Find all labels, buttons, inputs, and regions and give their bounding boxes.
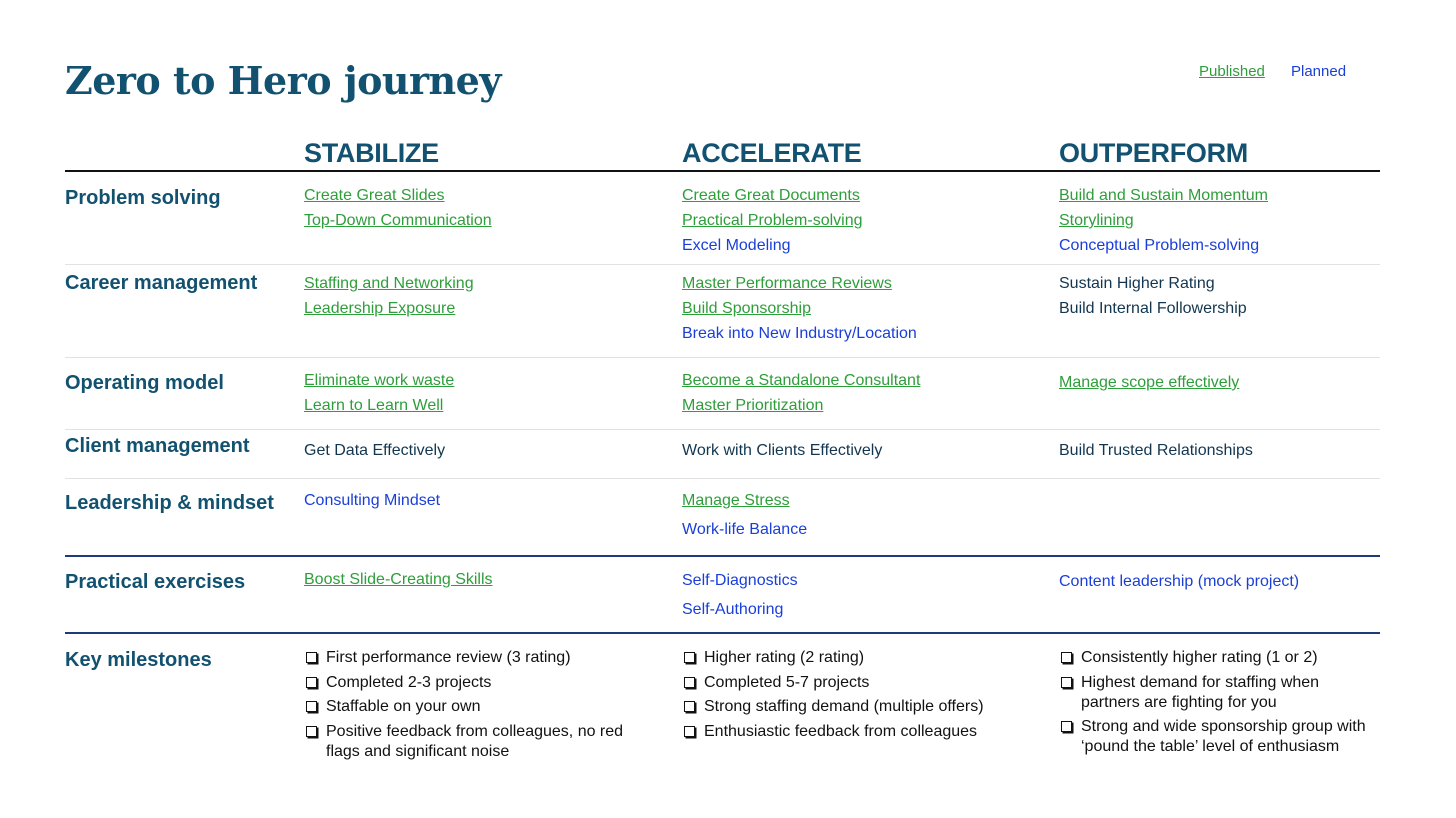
topic-link-become-a-standalone-consultant[interactable]: Become a Standalone Consultant bbox=[682, 372, 921, 389]
topic-link-self-diagnostics: Self-Diagnostics bbox=[682, 572, 798, 589]
topic-link-boost-slide-creating-skills[interactable]: Boost Slide-Creating Skills bbox=[304, 571, 493, 588]
row-divider bbox=[65, 357, 1380, 358]
topic-link-excel-modeling: Excel Modeling bbox=[682, 237, 791, 254]
row-divider bbox=[65, 429, 1380, 430]
topic-link-conceptual-problem-solving: Conceptual Problem-solving bbox=[1059, 237, 1260, 254]
topic-link-storylining[interactable]: Storylining bbox=[1059, 212, 1134, 229]
milestone-text: Highest demand for staffing when partners are fighting for you bbox=[1081, 674, 1320, 711]
topic-link-content-leadership-mock-project: Content leadership (mock project) bbox=[1059, 573, 1300, 590]
row-divider bbox=[65, 478, 1380, 479]
checkbox-icon bbox=[684, 677, 695, 688]
topic-link-learn-to-learn-well[interactable]: Learn to Learn Well bbox=[304, 397, 444, 414]
topic-link-manage-scope-effectively[interactable]: Manage scope effectively bbox=[1059, 374, 1240, 391]
topic-link-self-authoring: Self-Authoring bbox=[682, 601, 784, 618]
header-rule bbox=[65, 170, 1380, 172]
checkbox-icon bbox=[306, 701, 317, 712]
checkbox-icon bbox=[684, 726, 695, 737]
milestone-text: First performance review (3 rating) bbox=[326, 649, 571, 666]
topic-link-sustain-higher-rating: Sustain Higher Rating bbox=[1059, 275, 1215, 292]
topic-link-build-trusted-relationships: Build Trusted Relationships bbox=[1059, 442, 1253, 459]
row-label-operating-model: Operating model bbox=[65, 372, 224, 394]
topic-link-master-prioritization[interactable]: Master Prioritization bbox=[682, 397, 824, 414]
milestone-item bbox=[304, 648, 646, 668]
milestone-item bbox=[304, 722, 646, 762]
checkbox-icon bbox=[684, 701, 695, 712]
milestone-item bbox=[304, 697, 646, 717]
row-label-leadership-mindset: Leadership & mindset bbox=[65, 492, 274, 514]
milestone-text: Strong staffing demand (multiple offers) bbox=[704, 698, 984, 715]
row-label-key-milestones: Key milestones bbox=[65, 649, 212, 671]
milestone-item bbox=[1059, 673, 1371, 713]
milestone-text: Completed 2-3 projects bbox=[326, 674, 492, 691]
checkbox-icon bbox=[1061, 721, 1072, 732]
column-header-outperform: OUTPERFORM bbox=[1059, 138, 1248, 168]
section-divider bbox=[65, 632, 1380, 634]
topic-link-eliminate-work-waste[interactable]: Eliminate work waste bbox=[304, 372, 455, 389]
topic-link-get-data-effectively: Get Data Effectively bbox=[304, 442, 446, 459]
milestone-text: Enthusiastic feedback from colleagues bbox=[704, 723, 978, 740]
topic-link-master-performance-reviews[interactable]: Master Performance Reviews bbox=[682, 275, 892, 292]
checkbox-icon bbox=[306, 652, 317, 663]
checkbox-icon bbox=[306, 677, 317, 688]
row-label-client-management: Client management bbox=[65, 435, 250, 457]
topic-link-leadership-exposure[interactable]: Leadership Exposure bbox=[304, 300, 456, 317]
checkbox-icon bbox=[306, 726, 317, 737]
topic-link-work-with-clients-effectively: Work with Clients Effectively bbox=[682, 442, 883, 459]
column-header-accelerate: ACCELERATE bbox=[682, 138, 862, 168]
page-title: Zero to Hero journey bbox=[65, 58, 501, 103]
row-label-career-management: Career management bbox=[65, 272, 258, 294]
row-divider bbox=[65, 264, 1380, 265]
topic-link-staffing-and-networking[interactable]: Staffing and Networking bbox=[304, 275, 474, 292]
milestone-item bbox=[682, 648, 1024, 668]
row-label-practical-exercises: Practical exercises bbox=[65, 571, 246, 593]
legend-planned: Planned bbox=[1291, 63, 1347, 80]
milestone-item bbox=[682, 697, 1024, 717]
milestone-item bbox=[304, 673, 646, 693]
topic-link-work-life-balance: Work-life Balance bbox=[682, 521, 808, 538]
milestone-text: Consistently higher rating (1 or 2) bbox=[1081, 649, 1318, 666]
checkbox-icon bbox=[1061, 652, 1072, 663]
topic-link-break-into-new-industry-location: Break into New Industry/Location bbox=[682, 325, 917, 342]
topic-link-consulting-mindset: Consulting Mindset bbox=[304, 492, 441, 509]
milestone-text: Strong and wide sponsorship group with ‘pound the table’ level of enthusiasm bbox=[1081, 718, 1366, 755]
topic-link-top-down-communication[interactable]: Top-Down Communication bbox=[304, 212, 492, 229]
topic-link-manage-stress[interactable]: Manage Stress bbox=[682, 492, 790, 509]
row-label-problem-solving: Problem solving bbox=[65, 187, 221, 209]
milestone-item bbox=[682, 673, 1024, 693]
milestone-item bbox=[1059, 648, 1371, 668]
milestone-item bbox=[1059, 717, 1371, 757]
section-divider bbox=[65, 555, 1380, 557]
checkbox-icon bbox=[684, 652, 695, 663]
milestone-item bbox=[682, 722, 1024, 742]
column-header-stabilize: STABILIZE bbox=[304, 138, 439, 168]
topic-link-create-great-documents[interactable]: Create Great Documents bbox=[682, 187, 860, 204]
topic-link-build-and-sustain-momentum[interactable]: Build and Sustain Momentum bbox=[1059, 187, 1268, 204]
topic-link-practical-problem-solving[interactable]: Practical Problem-solving bbox=[682, 212, 863, 229]
milestone-text: Positive feedback from colleagues, no red flags and significant noise bbox=[326, 723, 624, 760]
topic-link-build-sponsorship[interactable]: Build Sponsorship bbox=[682, 300, 811, 317]
milestone-text: Higher rating (2 rating) bbox=[704, 649, 865, 666]
checkbox-icon bbox=[1061, 677, 1072, 688]
topic-link-create-great-slides[interactable]: Create Great Slides bbox=[304, 187, 445, 204]
legend-published[interactable]: Published bbox=[1199, 63, 1265, 80]
topic-link-build-internal-followership: Build Internal Followership bbox=[1059, 300, 1247, 317]
milestone-text: Staffable on your own bbox=[326, 698, 481, 715]
milestone-text: Completed 5-7 projects bbox=[704, 674, 870, 691]
